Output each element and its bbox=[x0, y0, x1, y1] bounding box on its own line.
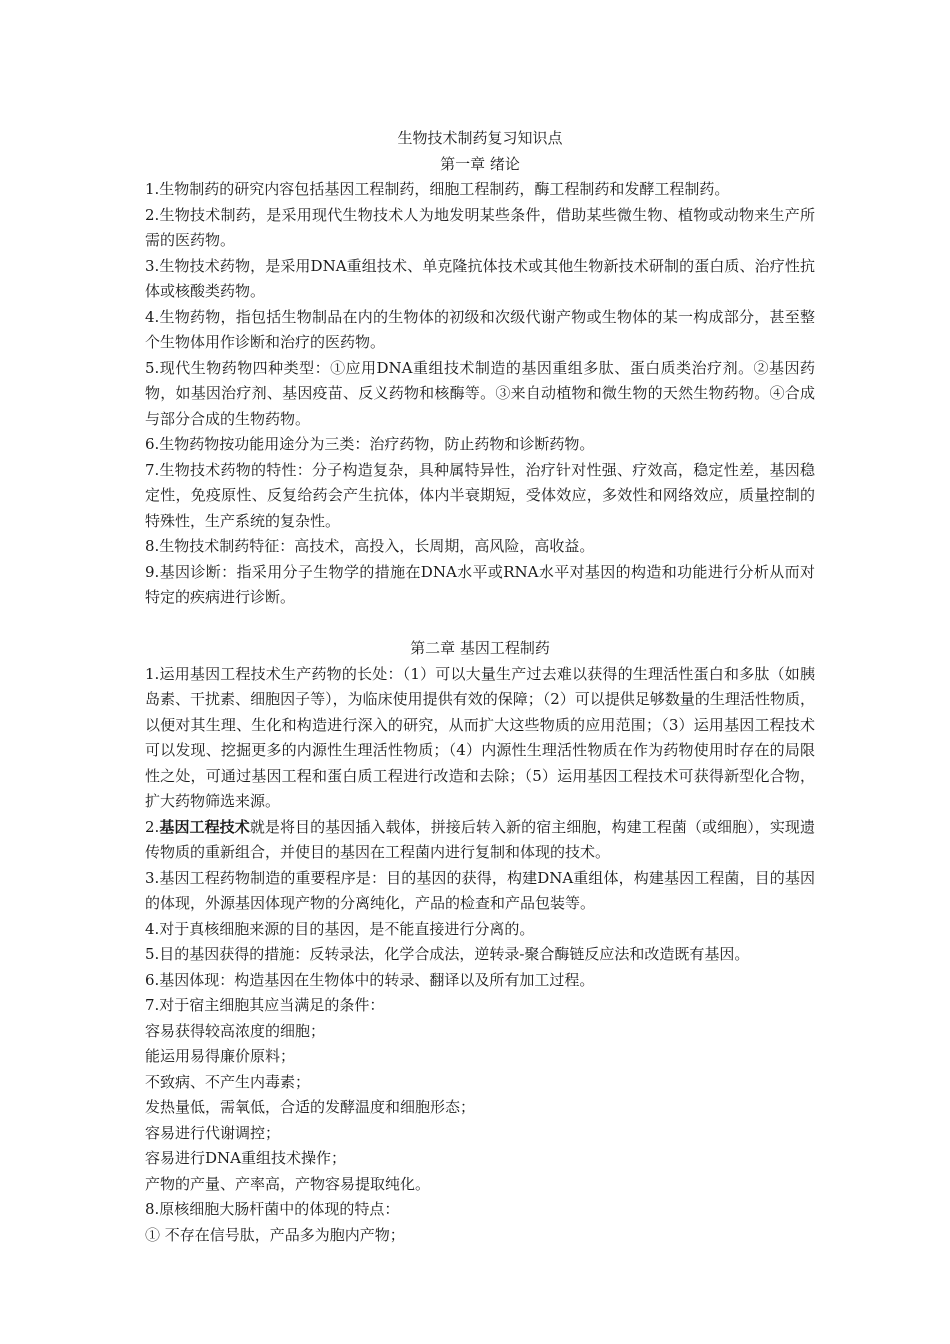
host-condition-2: 能运用易得廉价原料； bbox=[145, 1047, 296, 1065]
chapter2-item-2-definition: 就是将目的基因插入载体，拼接后转入新的宿主细胞，构建工程菌（或细胞），实现遗传物质的重新组合，并使目的基因在工程菌内进行复制和体现的技术。 bbox=[145, 817, 815, 861]
chapter2-item-2 bbox=[145, 815, 815, 866]
host-condition-4: 发热量低，需氧低，合适的发酵温度和细胞形态； bbox=[145, 1098, 476, 1116]
chapter2-item-5: 5.目的基因获得的措施：反转录法，化学合成法，逆转录-聚合酶链反应法和改造既有基因。 bbox=[145, 945, 750, 963]
chapter2-item-7: 7.对于宿主细胞其应当满足的条件： bbox=[145, 996, 385, 1014]
chapter2-item-3: 3.基因工程药物制造的重要程序是：目的基因的获得，构建DNA重组体，构建基因工程菌，目的基因的体现，外源基因体现产物的分离纯化，产品的检查和产品包装等。 bbox=[145, 868, 815, 912]
section-gap bbox=[145, 611, 815, 637]
host-condition-5: 容易进行代谢调控； bbox=[145, 1123, 281, 1142]
host-condition-6: 容易进行DNA重组技术操作； bbox=[145, 1149, 346, 1167]
ecoli-feature-1: ① 不存在信号肽，产品多为胞内产物； bbox=[145, 1225, 405, 1244]
chapter1-heading: 第一章 绪论 bbox=[440, 154, 520, 173]
chapter2-heading: 第二章 基因工程制药 bbox=[410, 639, 550, 657]
chapter2-item-2-number: 2. bbox=[145, 817, 160, 836]
chapter1-item-6: 6.生物药物按功能用途分为三类：治疗药物，防止药物和诊断药物。 bbox=[145, 435, 595, 453]
chapter1-item-3: 3.生物技术药物，是采用DNA重组技术、单克隆抗体技术或其他生物新技术研制的蛋白质、治疗性抗体或核酸类药物。 bbox=[145, 256, 815, 300]
chapter1-item-4: 4.生物药物，指包括生物制品在内的生物体的初级和次级代谢产物或生物体的某一构成部分，甚至整个生物体用作诊断和治疗的医药物。 bbox=[145, 307, 815, 351]
document-title: 生物技术制药复习知识点 bbox=[397, 129, 563, 147]
chapter2-item-6: 6.基因体现：构造基因在生物体中的转录、翻译以及所有加工过程。 bbox=[145, 970, 595, 989]
chapter2-item-2-term: 基因工程技术 bbox=[159, 817, 250, 836]
chapter2-item-1: 1.运用基因工程技术生产药物的长处：（1）可以大量生产过去难以获得的生理活性蛋白和多肽（如胰岛素、干扰素、细胞因子等），为临床使用提供有效的保障；（2）可以提供足够数量的生理活性物质，以便对其生理、生化和构造进行深入的研究，从而扩大这些物质的应用范围；（3）运用基因工程技术可以发现、挖掘更多的内源性生理活性物质；（4）内源性生理活性物质在作为药物使用时存在的局限性之处，可通过基因工程和蛋白质工程进行改造和去除；（5）运用基因工程技术可获得新型化合物，扩大药物筛选来源。 bbox=[145, 664, 815, 810]
chapter1-item-2: 2.生物技术制药，是采用现代生物技术人为地发明某些条件，借助某些微生物、植物或动物来生产所需的医药物。 bbox=[145, 205, 815, 249]
document-page bbox=[145, 126, 815, 1248]
chapter1-item-7: 7.生物技术药物的特性：分子构造复杂，具种属特异性，治疗针对性强、疗效高，稳定性差，基因稳定性，免疫原性、反复给药会产生抗体，体内半衰期短，受体效应，多效性和网络效应，质量控制的特殊性，生产系统的复杂性。 bbox=[145, 460, 815, 530]
host-condition-3: 不致病、不产生内毒素； bbox=[145, 1072, 311, 1091]
chapter1-item-9: 9.基因诊断：指采用分子生物学的措施在DNA水平或RNA水平对基因的构造和功能进行分析从而对特定的疾病进行诊断。 bbox=[145, 562, 815, 606]
chapter1-item-5: 5.现代生物药物四种类型：①应用DNA重组技术制造的基因重组多肽、蛋白质类治疗剂。②基因药物，如基因治疗剂、基因疫苗、反义药物和核酶等。③来自动植物和微生物的天然生物药物。④合成与部分合成的生物药物。 bbox=[145, 358, 815, 428]
chapter1-item-1: 1.生物制药的研究内容包括基因工程制药，细胞工程制药，酶工程制药和发酵工程制药。 bbox=[145, 180, 730, 198]
chapter2-item-4: 4.对于真核细胞来源的目的基因，是不能直接进行分离的。 bbox=[145, 919, 535, 938]
host-condition-7: 产物的产量、产率高，产物容易提取纯化。 bbox=[145, 1174, 431, 1193]
chapter1-item-8: 8.生物技术制药特征：高技术，高投入，长周期，高风险，高收益。 bbox=[145, 537, 595, 555]
host-condition-1: 容易获得较高浓度的细胞； bbox=[145, 1021, 326, 1040]
chapter2-item-8: 8.原核细胞大肠杆菌中的体现的特点： bbox=[145, 1200, 400, 1218]
